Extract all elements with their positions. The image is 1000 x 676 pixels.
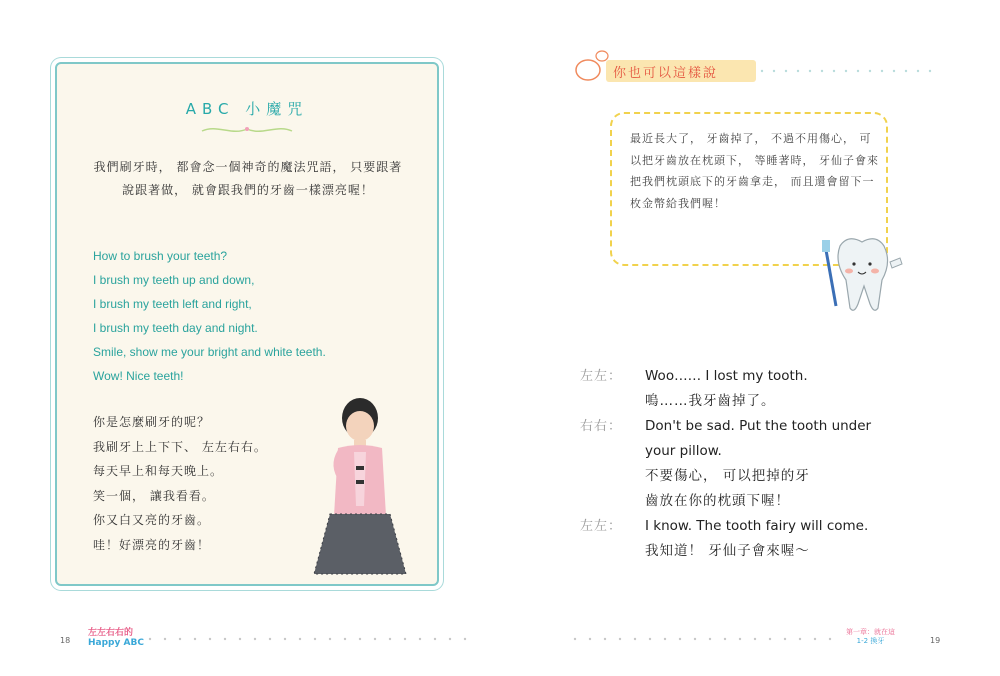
brand-logo <box>88 628 144 648</box>
english-chant <box>93 244 326 388</box>
dialogue-line <box>580 539 940 564</box>
english-line: I brush my teeth left and right, <box>93 297 252 311</box>
dialogue-line <box>580 514 940 539</box>
section-title: 你也可以這樣說 <box>613 66 719 81</box>
flourish-decoration <box>197 122 297 136</box>
dialogue-line <box>580 364 940 389</box>
chinese-line: 我刷牙上上下下、 左左右右。 <box>93 439 267 454</box>
dialogue-text-zh: 嗚……我牙齒掉了。 <box>645 393 776 409</box>
chinese-line: 你又白又亮的牙齒。 <box>93 513 211 527</box>
chapter-label-line-1: 第一章：就在這 <box>846 628 895 636</box>
chinese-line: 笑一個， 讓我看看。 <box>93 488 215 503</box>
english-line: I brush my teeth day and night. <box>93 321 258 335</box>
dialogue-text-en: Woo…… I lost my tooth. <box>645 368 808 384</box>
dialogue-text-en: Don't be sad. Put the tooth under <box>645 418 872 434</box>
tooth-mascot-illustration <box>818 228 908 318</box>
footer-dot-divider <box>145 636 475 642</box>
title-dot-divider <box>758 68 938 74</box>
dialogue-text-zh: 齒放在你的枕頭下喔！ <box>645 493 790 509</box>
dialogue-line <box>580 439 940 464</box>
footer-dot-divider <box>570 636 840 642</box>
chinese-line: 每天早上和每天晚上。 <box>93 464 224 478</box>
dialogue <box>580 364 940 564</box>
girl-illustration <box>310 396 410 576</box>
dialogue-line <box>580 464 940 489</box>
english-line: Smile, show me your bright and white teeth. <box>93 345 326 359</box>
brand-line-1: 左左右右的 <box>88 628 134 638</box>
tip-text: 最近長大了， 牙齒掉了， 不過不用傷心， 可以把牙齒放在枕頭下， 等睡著時， 牙仙子會來把我們枕頭底下的牙齒拿走， 而且還會留下一枚金幣給我們喔！ <box>630 132 879 210</box>
dialogue-line <box>580 414 940 439</box>
intro-paragraph: 我們刷牙時， 都會念一個神奇的魔法咒語， 只要跟著說跟著做， 就會跟我們的牙齒一樣漂亮喔！ <box>93 160 403 197</box>
dialogue-text-en: I know. The tooth fairy will come. <box>645 518 869 534</box>
dialogue-text-zh: 不要傷心， 可以把掉的牙 <box>645 468 810 484</box>
right-page <box>500 0 1000 676</box>
speaker-label: 左左： <box>580 369 623 384</box>
english-line: How to brush your teeth? <box>93 249 228 263</box>
dialogue-line <box>580 489 940 514</box>
english-line: I brush my teeth up and down, <box>93 273 255 287</box>
chinese-line: 哇！好漂亮的牙齒！ <box>93 537 211 552</box>
chinese-line: 你是怎麼刷牙的呢？ <box>93 415 211 429</box>
dialogue-line <box>580 389 940 414</box>
english-line: Wow! Nice teeth! <box>93 369 184 383</box>
chinese-chant <box>93 410 267 557</box>
card-title: ABC 小魔咒 <box>185 100 309 118</box>
page-number-left: 18 <box>60 636 71 645</box>
speaker-label: 右右： <box>580 419 623 434</box>
dialogue-text-en: your pillow. <box>645 443 722 459</box>
brand-line-2: Happy ABC <box>88 638 144 648</box>
page-number-right: 19 <box>930 636 941 645</box>
chapter-label <box>846 628 895 646</box>
speaker-label: 左左： <box>580 519 623 534</box>
dialogue-text-zh: 我知道！ 牙仙子會來喔～ <box>645 543 810 559</box>
chapter-label-line-2: 1-2 換牙 <box>856 637 885 645</box>
